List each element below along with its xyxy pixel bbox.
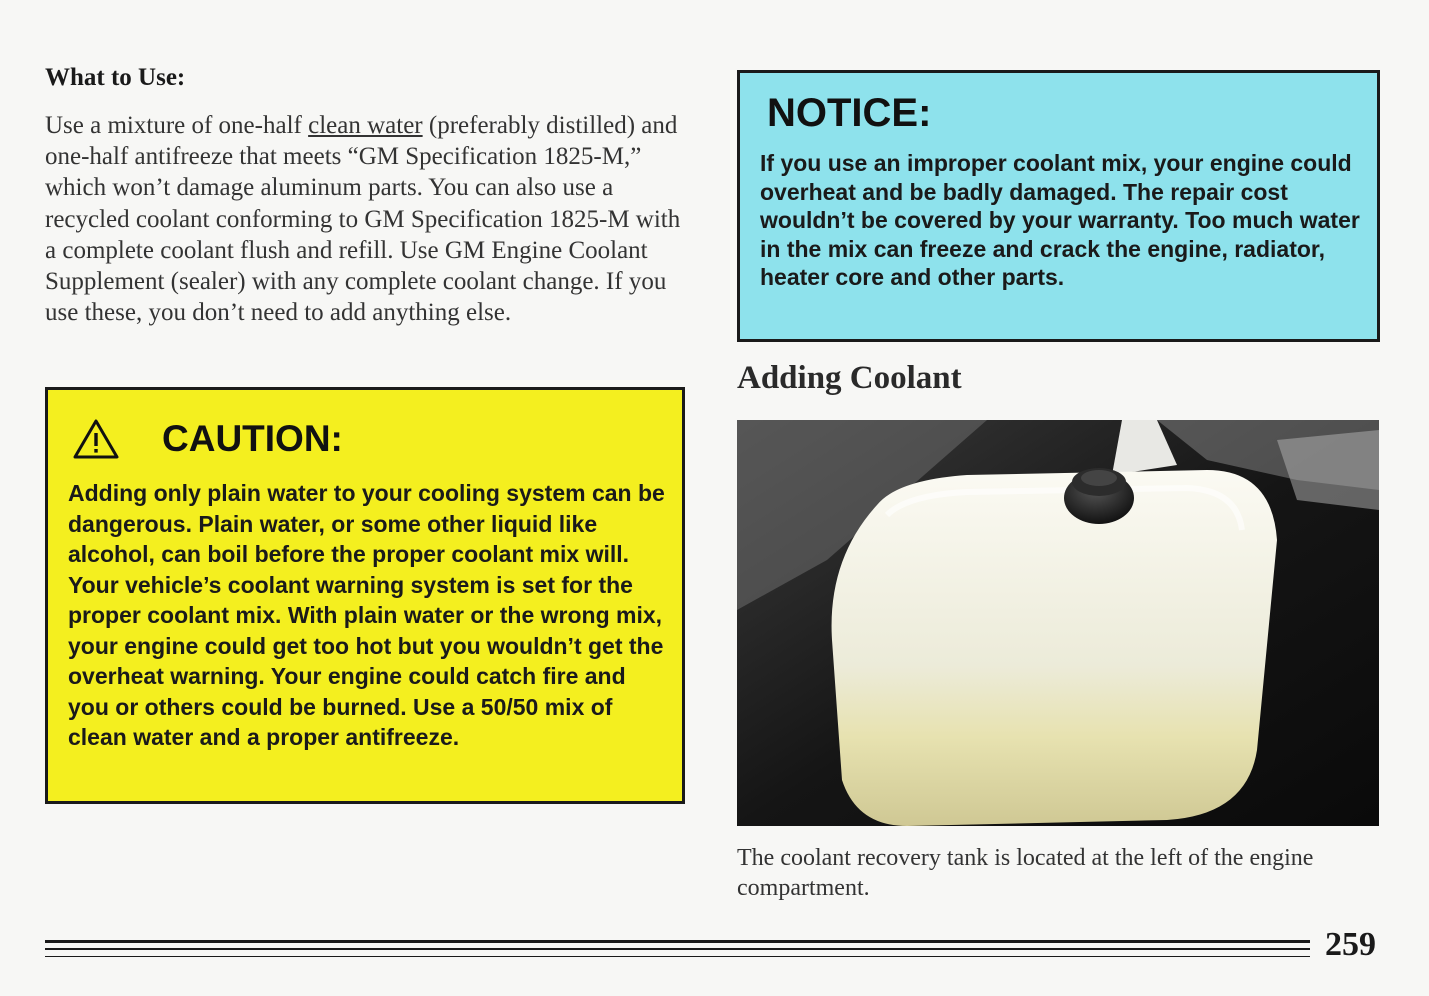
what-to-use-paragraph (45, 110, 695, 328)
caution-title: CAUTION: (162, 418, 343, 459)
notice-title: NOTICE: (767, 91, 932, 135)
caution-header (72, 418, 343, 460)
footer-rule-top (45, 940, 1310, 943)
footer-rule-bottom (45, 956, 1310, 957)
caution-text: Adding only plain water to your cooling system can be dangerous. Plain water, or some other liquid like alcohol, can boil before the proper coolant mix will. Your vehicle’s coolant warning system is set for the proper coolant mix. With plain water or the wrong mix, your engine could get too hot but you wouldn’t get the overheat warning. Your engine could catch fire and you or others could be burned. Use a 50/50 mix of clean water and a proper antifreeze. (68, 480, 665, 750)
caution-box (45, 387, 685, 804)
photo-caption: The coolant recovery tank is located at the left of the engine compartment. (737, 845, 1314, 901)
what-to-use-heading: What to Use: (45, 64, 186, 91)
clean-water-underlined: clean water (308, 112, 423, 139)
coolant-tank-photo (737, 420, 1379, 826)
footer-rule-middle (45, 948, 1310, 950)
adding-coolant-heading: Adding Coolant (737, 360, 962, 396)
warning-triangle-icon (72, 418, 120, 460)
paragraph-text-start: Use a mixture of one-half (45, 112, 309, 139)
coolant-tank-illustration (737, 420, 1379, 826)
notice-text: If you use an improper coolant mix, your engine could overheat and be badly damaged. The repair cost wouldn’t be covered by your warranty. Too much water in the mix can freeze and crack the engine, radiator, heater core and other parts. (760, 150, 1360, 291)
paragraph-text-rest: (preferably distilled) and one-half antifreeze that meets “GM Specification 1825-M,” which won’t damage aluminum parts. You can also use a recycled coolant conforming to GM Specification 1825-M with a complete coolant flush and refill. Use GM Engine Coolant Supplement (sealer) with any complete coolant change. If you use these, you don’t need to add anything else. (45, 112, 681, 327)
notice-box (737, 70, 1380, 342)
page-number: 259 (1325, 926, 1376, 963)
